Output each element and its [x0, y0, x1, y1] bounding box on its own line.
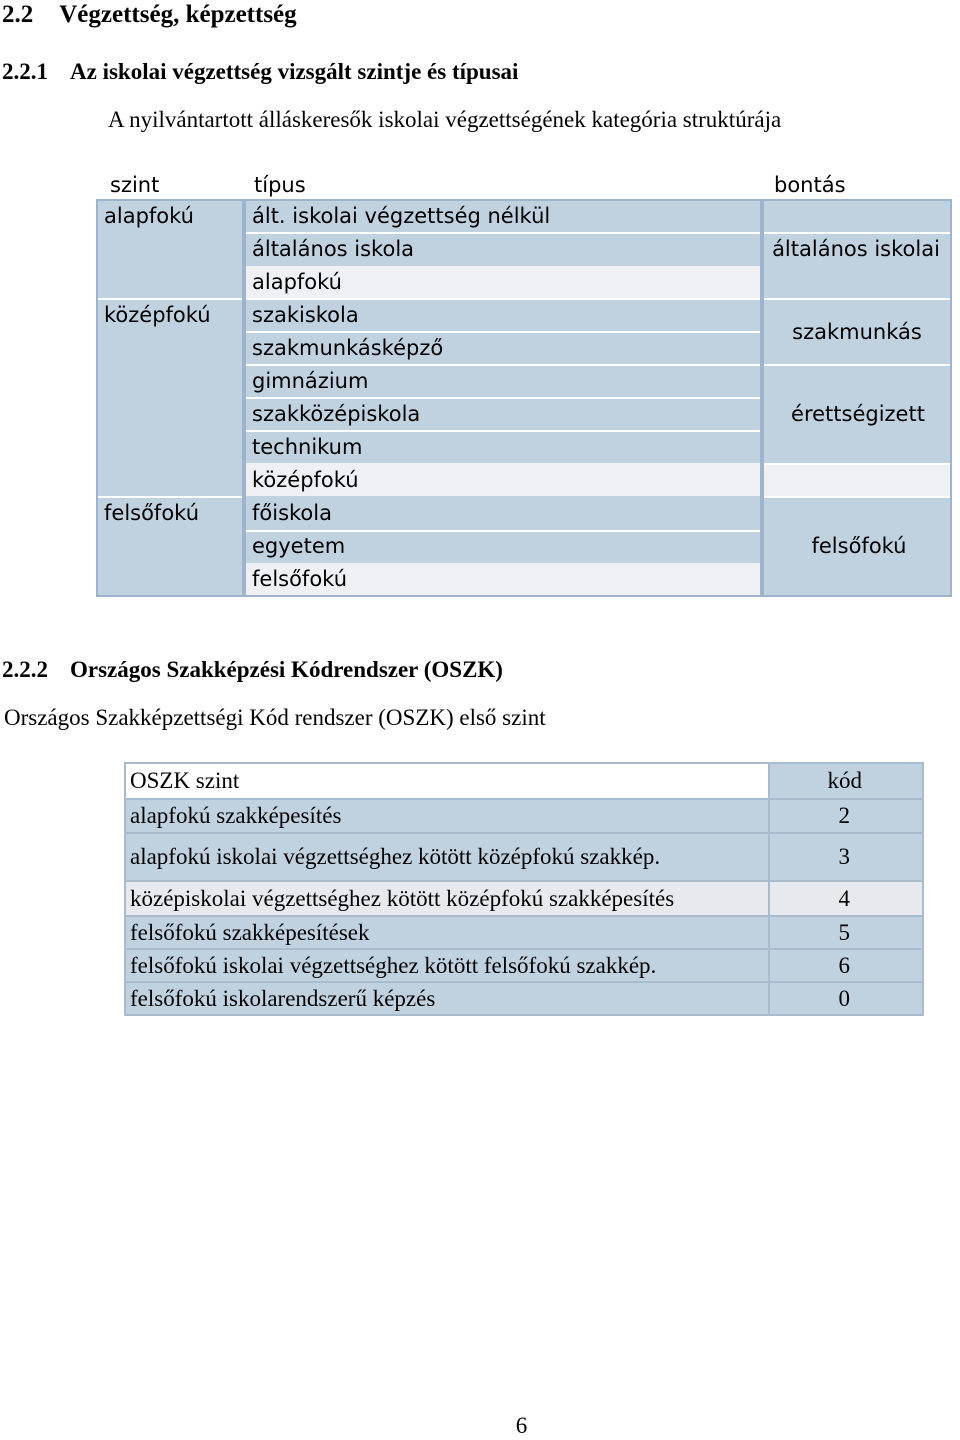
table2-level-cell: alapfokú szakképesítés: [125, 799, 769, 833]
heading-number: 2.2.2: [2, 657, 48, 682]
table2-code-cell: 3: [769, 833, 923, 881]
table2-code-cell: 6: [769, 949, 923, 982]
table1-divider: [246, 397, 760, 399]
heading-2-2-1: [2, 58, 518, 86]
heading-number: 2.2: [2, 1, 34, 28]
table1-divider: [98, 496, 242, 498]
table-row: [125, 833, 923, 881]
table1-header-level: szint: [110, 173, 160, 197]
table1-type-cell: egyetem: [252, 534, 346, 558]
table1-breakdown-cell: érettségizett: [791, 402, 925, 426]
table1-header-type: típus: [254, 173, 306, 197]
table1-type-cell: felsőfokú: [252, 567, 348, 591]
heading-title: Végzettség, képzettség: [59, 1, 297, 28]
oszk-table: [124, 762, 924, 1016]
table1-divider: [98, 298, 242, 300]
table2-caption: Országos Szakképzettségi Kód rendszer (OSZK) első szint: [4, 705, 546, 730]
table-row: [125, 763, 923, 799]
heading-number: 2.2.1: [2, 59, 48, 84]
table1-breakdown-cell: felsőfokú: [811, 534, 907, 558]
table1-level-cell: középfokú: [104, 303, 211, 327]
table1-level-cell: alapfokú: [104, 204, 194, 228]
table1-divider: [246, 232, 760, 234]
table1-level-cell: felsőfokú: [104, 501, 200, 525]
table1-divider: [246, 364, 760, 366]
table2-level-cell: felsőfokú iskolarendszerű képzés: [125, 982, 769, 1015]
heading-title: Országos Szakképzési Kódrendszer (OSZK): [70, 657, 503, 682]
page-number: 6: [515, 1413, 528, 1438]
table2-code-cell: 2: [769, 799, 923, 833]
table1-breakdown-cell: általános iskolai: [772, 237, 940, 261]
table1-type-cell: technikum: [252, 435, 363, 459]
table1-type-cell: szakmunkásképző: [252, 336, 444, 360]
table2-header-level: OSZK szint: [125, 763, 769, 799]
table1-divider: [764, 232, 950, 234]
table2-header-code: kód: [769, 763, 923, 799]
table1-divider: [246, 430, 760, 432]
table-row: [125, 881, 923, 916]
table2-level-cell: felsőfokú szakképesítések: [125, 916, 769, 949]
table2-level-cell: alapfokú iskolai végzettséghez kötött középfokú szakkép.: [125, 833, 769, 881]
table2-level-cell: középiskolai végzettséghez kötött középfokú szakképesítés: [125, 881, 769, 916]
heading-title: Az iskolai végzettség vizsgált szintje és típusai: [70, 59, 519, 84]
table1-breakdown-cell: szakmunkás: [792, 320, 922, 344]
table-row: [125, 799, 923, 833]
table1-type-cell: szakiskola: [252, 303, 359, 327]
table1-level-column: [96, 199, 244, 597]
table2-code-cell: 4: [769, 881, 923, 916]
table1-type-cell: általános iskola: [252, 237, 415, 261]
table1-divider: [246, 298, 760, 300]
heading-2-2: [2, 0, 297, 30]
table1-subtotal-band: [764, 465, 950, 496]
table2-code-cell: 0: [769, 982, 923, 1015]
table1-header-breakdown: bontás: [774, 173, 846, 197]
table1-divider: [246, 331, 760, 333]
table1-type-cell: főiskola: [252, 501, 332, 525]
table1-divider: [764, 496, 950, 498]
table-row: [125, 949, 923, 982]
heading-2-2-2: [2, 656, 503, 684]
table-row: [125, 982, 923, 1015]
table1-divider: [764, 298, 950, 300]
table1-type-cell: ált. iskolai végzettség nélkül: [252, 204, 551, 228]
table1-type-cell: alapfokú: [252, 270, 342, 294]
table1-type-cell: szakközépiskola: [252, 402, 421, 426]
table1-type-cell: középfokú: [252, 468, 359, 492]
table2-level-cell: felsőfokú iskolai végzettséghez kötött felsőfokú szakkép.: [125, 949, 769, 982]
table2-code-cell: 5: [769, 916, 923, 949]
table1-divider: [246, 530, 760, 532]
table1-type-cell: gimnázium: [252, 369, 369, 393]
table1-divider: [764, 364, 950, 366]
table-row: [125, 916, 923, 949]
table1-caption: A nyilvántartott álláskeresők iskolai végzettségének kategória struktúrája: [108, 107, 782, 132]
